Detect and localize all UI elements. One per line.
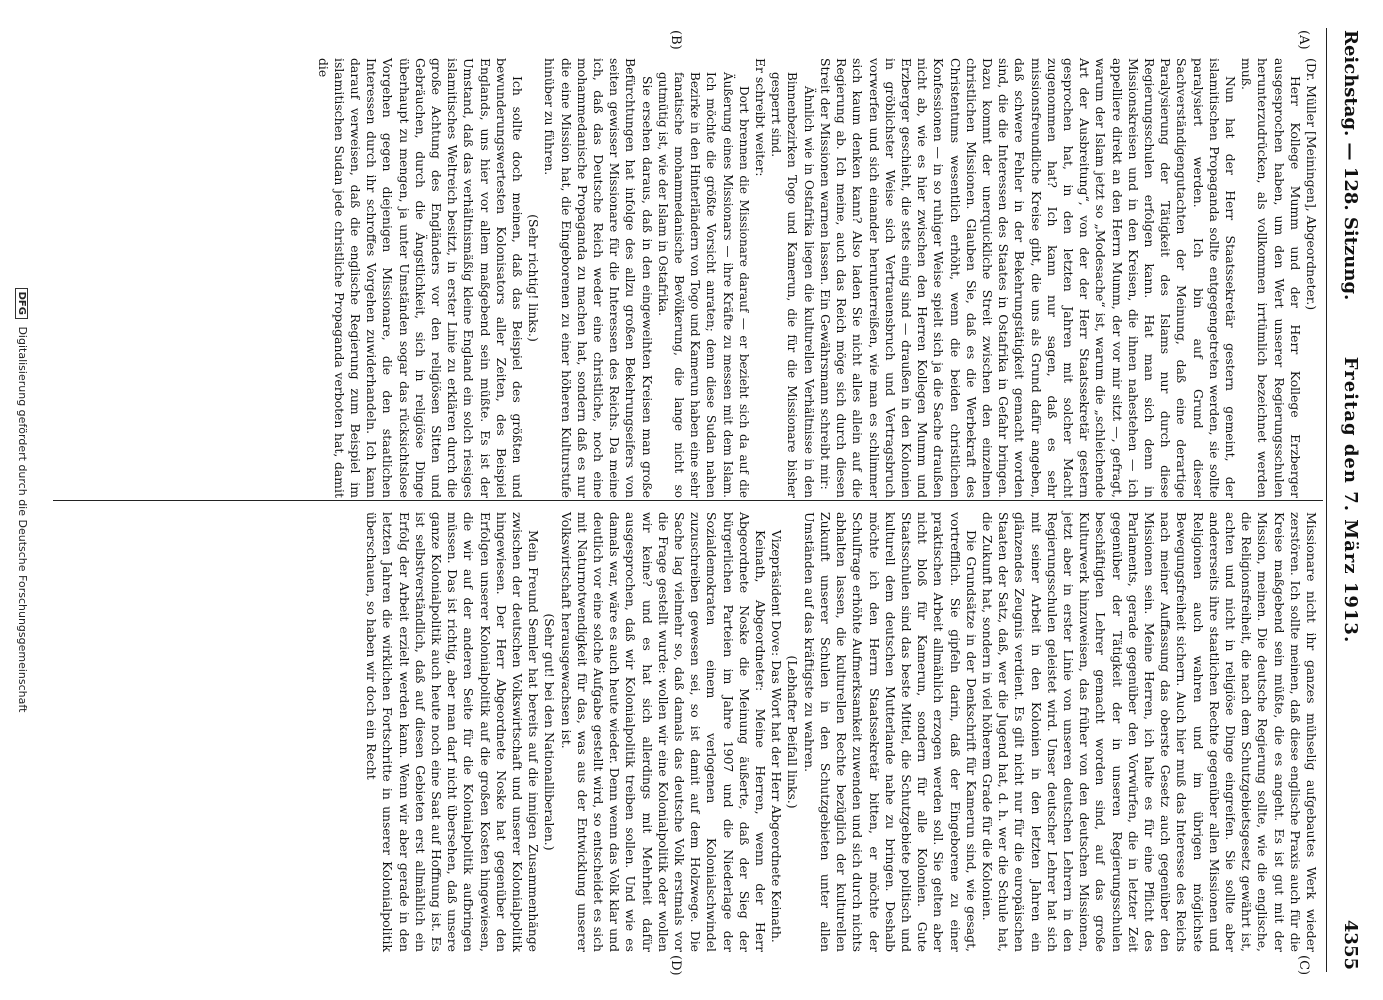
margin-marker-a: (A) [1296,30,1311,50]
margin-marker-c: (C) [1296,955,1311,976]
dfg-logo: DFG [15,288,28,319]
left-paragraph: (Sehr richtig! links.) [526,214,542,342]
right-paragraph: Keinath, Abgeordneter: Meine Herren, wenn der Herr Abgeordnete Noske die Meinung äußerte, daß der Sieg der bürgerlichen Parteien im Jahre 1907 und die Niederlage der Sozialdemokraten einem verlogenen Kolonialschwindel zuzuschreiben gewesen sei, so ist damit auf dem Holzwege. Die Sache lag vielmehr so, daß damals das deutsche Volk erstmals vor die Frage gestellt wurde: wollen wir eine Kolonialpolitik oder wollen wir keine? und es hat sich allerdings mit Mehrheit dafür ausgesprochen, daß wir Kolonialpolitik treiben sollen. Und wie es damals war, wäre es auch heute wieder. Denn wenn das Volk klar und deutlich vor eine solche Aufgabe gestellt wird, so entscheidet es sich mit Naturnotwendigkeit für das, was aus der Entwicklung unserer Volkswirtschaft herausgewachsen ist. [558,512,769,952]
right-paragraph: Missionare nicht ihr ganzes mühselig aufgebautes Werk wieder zerstören. Ich sollte meinen, daß diese englische Praxis auch für die Kreise maßgebend sein müßte, die es angeht. Es ist gut mit der Mission, meinen. Die deutsche Regierung sollte, wie die englische, die Religionsfreiheit, die nach dem Schutzgebietsgesetz gewährt ist, achten und nicht in religiöse Dinge eingreifen. Sie sollte aber andererseits ihre staatlichen Rechte gegenüber allen Missionen und Religionen auch wahren und im übrigen möglichste Bewegungsfreiheit sichern. Auch hier muß das Interesse des Reichs nach meiner Auffassung das oberste Gesetz auch gegenüber den Missionen sein. Meine Herren, ich halte es für eine Pflicht des Parlaments, gerade gegenüber den Vorwürfen, die in letzter Zeit gegenüber der Tätigkeit der in unseren Regierungsschulen beschäftigten Lehrer gemacht worden sind, auf das große Kulturwerk hinzuweisen, das früher von den deutschen Missionen, jetzt aber in erster Linie von unseren deutschen Lehrern in den Regierungsschulen geleistet wird. Unser deutscher Lehrer hat sich mit seiner Arbeit in den Kolonien in den letzten Jahren ein glänzendes Zeugnis verdient. Es gilt nicht nur für die europäischen Staaten der Satz, daß, wer die Jugend hat, d. h. wer die Schule hat, die Zukunft hat, sondern in viel höherem Grade für die Kolonien. [979,512,1319,952]
right-paragraph: Vizepräsident Dove: Das Wort hat der Herr Abgeordnete Keinath. [769,530,785,943]
left-paragraph: Nun hat der Herr Staatssekretär gestern gemeint, der islamitischen Propaganda sollte entgegengetreten werden, sie sollte paralysiert werden. Ich bin auf Grund dieser Sachverständigengutachten der Meinung, daß eine derartige Paralysierung der Tätigkeit des Islams nur durch diese Regierungsschulen erfolgen kann. Hat man sich denn in Missionskreisen und in den Kreisen, die ihnen nahestehen — ich appelliere direkt an den Herrn Mumm, der vor mir sitzt —, gefragt, warum der Islam jetzt so „Modesache“ ist, warum die „schleichende Art der Ausbreitung“, von der der Herr Staatssekretär gestern gesprochen hat, in den letzten Jahren mit solcher Macht zugenommen hat? Ich kann nur sagen, daß es sehr missionsfreundliche Kreise gibt, die uns als Grund dafür angeben, daß schwere Fehler in der Bekehrungstätigkeit gemacht worden sind, die die Interessen des Staates in Ostafrika in Gefahr bringen. Dazu kommt der unerquickliche Streit zwischen den einzelnen christlichen Missionen. Glauben Sie, daß es die Werbekraft des Christentums wesentlich erhöht, wenn die beiden christlichen Konfessionen — in so ruhiger Weise spielt sich ja die Sache draußen nicht ab, wie es hier zwischen den Herren Kollegen Mumm und Erzberger geschieht, die stets einig sind — draußen in den Kolonien in gröblichster Weise sich Vertrauensbruch und Vertragsbruch vorwerfen und sich einander herunterreißen, wie man es schlimmer sich kaum denken kann? Also laden Sie nicht alles allein auf die Regierung ab. Ich meine, auch das Reich möge sich durch diesen Streit der Missionen warnen lassen. Ein Gewährsmann schreibt mir: [817,58,1238,498]
footer-text: Digitalisierung gefördert durch die Deutsche Forschungsgemeinschaft [16,326,29,713]
page-header [1333,30,1365,970]
left-paragraph: Er schreibt weiter: [753,58,769,177]
header-left: Reichstag. — 128. Sitzung. [1340,30,1361,301]
margin-marker-b: (B) [668,30,683,50]
column-divider [53,500,1323,501]
right-paragraph: Mein Freund Semler hat bereits auf die innigen Zusammenhänge zwischen der deutschen Volkswirtschaft und unserer Kolonialpolitik hingewiesen. Der Herr Abgeordnete Noske hat gegenüber den Erfolgen unserer Kolonialpolitik auf die großen Kosten hingewiesen, die wir auf der anderen Seite für die Kolonialpolitik aufbringen müssen. Das ist richtig, aber man darf nicht übersehen, daß unsere ganze Kolonialpolitik auch heute noch eine Saat auf Hoffnung ist. Es ist selbstverständlich, daß auf diesen Gebieten erst allmählich ein Erfolg der Arbeit erzielt werden kann. Wenn wir aber gerade in den letzten Jahren die wirklichen Fortschritte in unserer Kolonialpolitik überschauen, so haben wir doch ein Recht [364,512,542,952]
left-paragraph: Sie ersehen daraus, daß in den eingeweihten Kreisen man große Befürchtungen hat infolge des allzu großen Bekehrungseifers von seiten gewisser Missionare für die Interessen des Reichs. Da meine ich, daß das Deutsche Reich weder eine christliche, noch eine mohammedanische Propaganda zu machen hat, sondern daß es nur die eine Mission hat, die Eingeborenen zu einer höheren Kulturstufe hinüber zu führen. [542,58,655,498]
left-paragraph: Ich sollte doch meinen, daß das Beispiel des größten und bewunderungswertesten Kolonisators aller Zeiten, des Beispiel Englands, uns hier vor allem maßgebend sein müßte. Es ist der Umstand, daß das verhältnismäßig kleine England ein solch riesiges islamitisches Weltreich besitzt, in erster Linie zu erklären durch die große Achtung des Engländers vor den religiösen Sitten und Gebräuchen, durch die Ängstlichkeit, sich in religiöse Dinge überhaupt zu mengen, ja unter Umständen sogar das rücksichtslose Vorgehen gegen diejenigen Missionare, die den staatlichen Interessen durch ihr schroffes Vorgehen zuwiderhandeln. Ich kann darauf verweisen, daß die englische Regierung zum Beispiel im islamitischen Sudan jede christliche Propaganda verboten hat, damit die [315,58,526,498]
page-number: 4355 [1340,919,1361,970]
right-paragraph: (Lebhafter Beifall links.) [785,655,801,809]
right-paragraph: Die Grundsätze in der Denkschrift für Kamerun sind, wie gesagt, vortrefflich. Sie gipfeln darin, daß der Eingeborene zu einer praktischen Arbeit allmählich erzogen werden soll. Sie gelten aber nicht bloß für Kamerun, sondern für alle Kolonien. Gute Staatsschulen sind das beste Mittel, die Schutzgebiete politisch und kulturell dem deutschen Mutterlande nahe zu bringen. Deshalb möchte ich den Herrn Staatssekretär bitten, er möchte der Schulfrage erhöhte Aufmerksamkeit zuwenden und sich durch nichts abhalten lassen, die kulturellen Rechte bezüglich der kulturellen Zukunft unserer Schulen in den Schutzgebieten unter allen Umständen auf das kräftigste zu wahren. [801,512,979,952]
footer [15,0,29,1000]
left-paragraph: Ähnlich wie in Ostafrika liegen die kulturellen Verhältnisse in den Binnenbezirken Togo und Kamerun, die für die Missionare bisher gesperrt sind. [769,72,816,498]
right-column [363,512,1319,952]
margin-marker-d: (D) [668,955,683,976]
left-paragraph: Dort brennen die Missionare darauf — er bezieht sich da auf die Äußerung eines Missionars — ihre Kräfte zu messen mit dem Islam. Ich möchte die größte Vorsicht anraten; denn diese Sudan nahen Bezirke in den Hinterländern von Togo und Kamerun haben eine sehr fanatische mohammedanische Bevölkerung, die lange nicht so gutmütig ist, wie der Islam in Ostafrika. [655,72,751,498]
header-rule [1326,28,1327,972]
left-column [314,58,1319,498]
right-paragraph: (Sehr gut! bei den Nationalliberalen.) [542,613,558,851]
header-date: Freitag den 7. März 1913. [1340,356,1361,644]
left-paragraph: Herr Kollege Mumm und der Herr Kollege Erzberger ausgesprochen haben, um den Wert unserer Regierungsschulen herunterzudrücken, als vollkommen irrtümlich bezeichnet werden muß. [1239,58,1303,498]
left-paragraph: (Dr. Müller [Meiningen], Abgeordneter.) [1304,58,1319,311]
